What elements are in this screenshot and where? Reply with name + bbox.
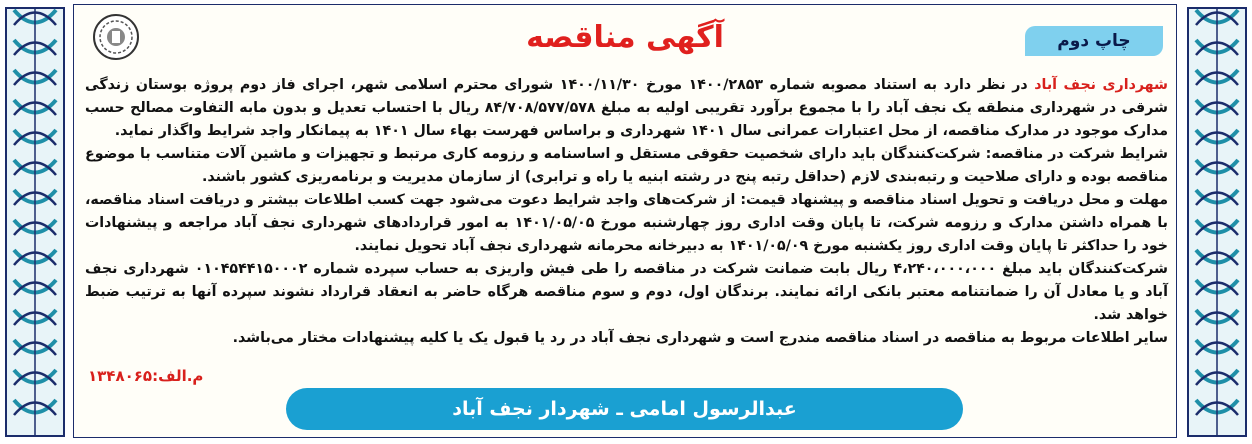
paragraph-guarantee <box>85 258 1168 327</box>
paragraph-text: شرایط شرکت در مناقصه: شرکت‌کنندگان باید دارای شخصیت حقوقی مستقل و اساسنامه و رزومه کاری مرتبط و تجهیزات و ماشین آلات متناسب با موضوع مناقصه بوده و دارای صلاحیت و رتبه‌بندی لازم (حداقل رتبه پنج در رشته ابنیه یا راه و ترابری) از سازمان مدیریت و برنامه‌ریزی کشور باشند. <box>85 146 1168 185</box>
second-print-badge: چاپ دوم <box>1025 26 1163 56</box>
paragraph-text: مهلت و محل دریافت و تحویل اسناد مناقصه و پیشنهاد قیمت: از شرکت‌های واجد شرایط دعوت می‌شود جهت کسب اطلاعات بیشتر و دریافت اسناد مناقصه، با همراه داشتن مدارک و رزومه شرکت، تا پایان وقت اداری روز چهارشنبه مورخ ۱۴۰۱/۰۵/۰۵ به امور قراردادهای شهرداری نجف آباد مراجعه و پیشنهادات خود را حداکثر تا پایان وقت اداری روز یکشنبه مورخ ۱۴۰۱/۰۵/۰۹ به دبیرخانه محرمانه شهرداری نجف آباد تحویل نمایند. <box>85 192 1168 254</box>
paragraph-conditions <box>85 143 1168 189</box>
notice-body <box>85 74 1168 350</box>
decorative-border-right <box>1182 0 1252 444</box>
paragraph-text: شرکت‌کنندگان باید مبلغ ۴،۲۴۰،۰۰۰،۰۰۰ ریال بابت ضمانت شرکت در مناقصه را طی فیش واریزی به حساب سپرده شماره ۰۱۰۴۵۴۴۱۵۰۰۰۲ شهرداری نجف آباد و یا معادل آن را ضمانتنامه معتبر بانکی ارائه نمایند. برندگان اول، دوم و سوم مناقصه هرگاه حاضر به انعقاد قرارداد نشوند سپرده آنها به ترتیب ضبط خواهد شد. <box>85 261 1168 323</box>
paragraph-text: در نظر دارد به استناد مصوبه شماره ۱۴۰۰/۲۸۵۳ مورخ ۱۴۰۰/۱۱/۳۰ شورای محترم اسلامی شهر، اجرای فاز دوم پروژه بوستان زندگی شرقی در شهرداری منطقه یک نجف آباد را با مجموع برآورد تقریبی اولیه به مبلغ ۸۴/۷۰۸/۵۷۷/۵۷۸ ریال با احتساب تعدیل و بدون مابه التفاوت مصالح حسب مدارک موجود در مدارک مناقصه، از محل اعتبارات عمرانی سال ۱۴۰۱ شهرداری و براساس فهرست بهاء سال ۱۴۰۱ به پیمانکار واجد شرایط واگذار نماید. <box>85 77 1168 139</box>
signature-bar: عبدالرسول امامی ـ شهردار نجف آباد <box>286 388 963 430</box>
municipality-name: شهرداری نجف آباد <box>1034 77 1168 93</box>
paragraph-other-info <box>85 327 1168 350</box>
paragraph-deadline <box>85 189 1168 258</box>
paragraph-intro <box>85 74 1168 143</box>
notice-title: آگهی مناقصه <box>526 20 724 55</box>
paragraph-text: سایر اطلاعات مربوط به مناقصه در اسناد مناقصه مندرج است و شهرداری نجف آباد در رد یا قبول یک یا کلیه پیشنهادات مختار می‌باشد. <box>232 330 1168 346</box>
publication-code: م.الف:۱۳۴۸۰۶۵ <box>88 367 204 385</box>
decorative-border-left <box>0 0 70 444</box>
